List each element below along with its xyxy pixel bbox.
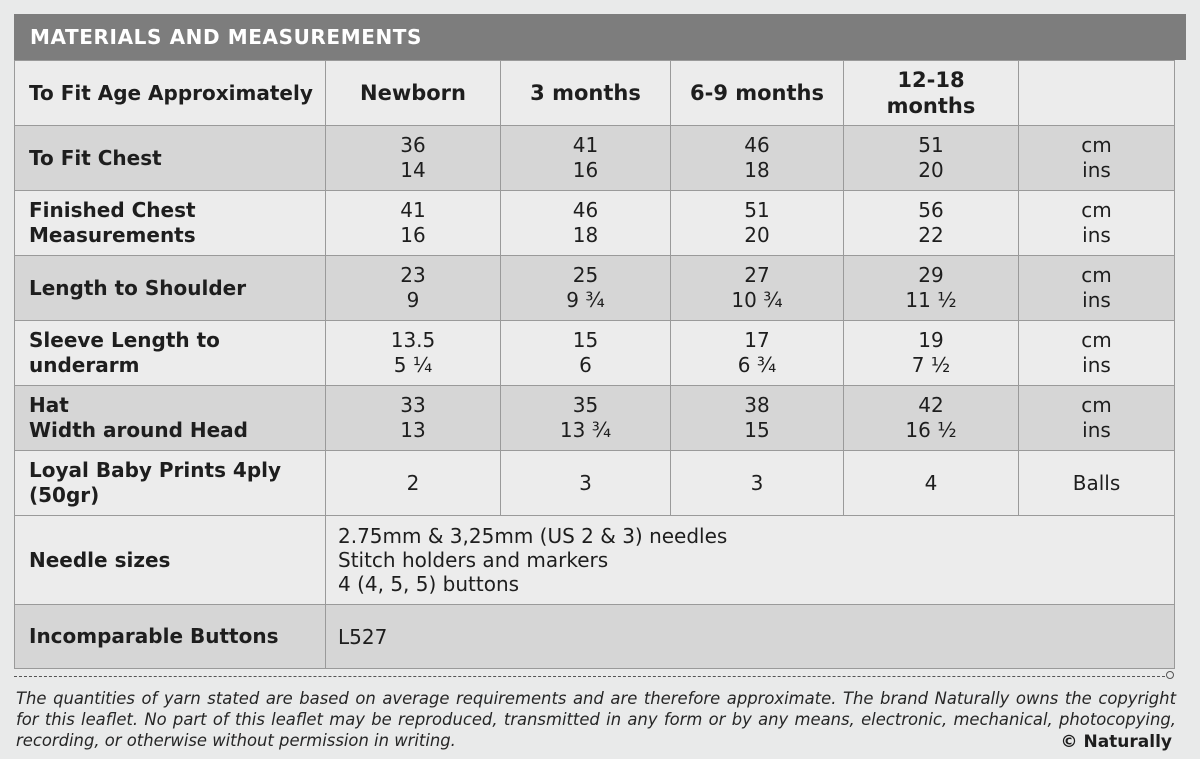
value-cell: 23 9 — [326, 256, 501, 321]
dashed-divider — [14, 676, 1170, 677]
needle-sizes-label: Needle sizes — [15, 516, 326, 605]
age-column-label: To Fit Age Approximately — [15, 61, 326, 126]
unit-header — [1019, 61, 1175, 126]
row-label: Length to Shoulder — [15, 256, 326, 321]
value-cell: 41 16 — [501, 126, 671, 191]
unit-cell: cm ins — [1019, 386, 1175, 451]
buttons-value: L527 — [326, 605, 1175, 669]
value-cell: 25 9 ¾ — [501, 256, 671, 321]
divider-end-circle — [1166, 671, 1174, 679]
size-header-6-9-months: 6-9 months — [671, 61, 844, 126]
value-cell: 33 13 — [326, 386, 501, 451]
size-header-3-months: 3 months — [501, 61, 671, 126]
row-label: Loyal Baby Prints 4ply (50gr) — [15, 451, 326, 516]
value-cell: 27 10 ¾ — [671, 256, 844, 321]
value-cell: 35 13 ¾ — [501, 386, 671, 451]
row-label: Sleeve Length to underarm — [15, 321, 326, 386]
unit-cell: cm ins — [1019, 126, 1175, 191]
value-cell: 4 — [844, 451, 1019, 516]
value-cell: 19 7 ½ — [844, 321, 1019, 386]
table-row — [15, 321, 1175, 386]
value-cell: 51 20 — [671, 191, 844, 256]
value-cell: 41 16 — [326, 191, 501, 256]
value-cell: 38 15 — [671, 386, 844, 451]
section-title: MATERIALS AND MEASUREMENTS — [14, 14, 1186, 60]
table-row — [15, 386, 1175, 451]
unit-cell: cm ins — [1019, 321, 1175, 386]
copyright-notice: The quantities of yarn stated are based on average requirements and are therefore approximate. The brand Naturally owns the copyright for this leaflet. No part of this leaflet may be reproduced, transmitted in any form or by any means, electronic, mechanical, photocopying, recording, or otherwise without permission in writing. — [16, 689, 1176, 750]
buttons-label: Incomparable Buttons — [15, 605, 326, 669]
unit-cell: cm ins — [1019, 191, 1175, 256]
row-label: Finished Chest Measurements — [15, 191, 326, 256]
value-cell: 2 — [326, 451, 501, 516]
value-cell: 29 11 ½ — [844, 256, 1019, 321]
table-row — [15, 256, 1175, 321]
value-cell: 15 6 — [501, 321, 671, 386]
buttons-row — [15, 605, 1175, 669]
value-cell: 3 — [501, 451, 671, 516]
table-row — [15, 126, 1175, 191]
value-cell: 56 22 — [844, 191, 1019, 256]
row-label: To Fit Chest — [15, 126, 326, 191]
unit-cell: Balls — [1019, 451, 1175, 516]
header-row — [15, 61, 1175, 126]
needle-row — [15, 516, 1175, 605]
table-row — [15, 191, 1175, 256]
table-row — [15, 451, 1175, 516]
value-cell: 3 — [671, 451, 844, 516]
copyright-mark: © Naturally — [1060, 732, 1172, 752]
value-cell: 13.5 5 ¼ — [326, 321, 501, 386]
unit-cell: cm ins — [1019, 256, 1175, 321]
value-cell: 42 16 ½ — [844, 386, 1019, 451]
value-cell: 46 18 — [501, 191, 671, 256]
size-header-newborn: Newborn — [326, 61, 501, 126]
measurements-table — [14, 60, 1175, 669]
value-cell: 51 20 — [844, 126, 1019, 191]
value-cell: 17 6 ¾ — [671, 321, 844, 386]
value-cell: 46 18 — [671, 126, 844, 191]
size-header-12-18-months: 12-18 months — [844, 61, 1019, 126]
needle-sizes-value: 2.75mm & 3,25mm (US 2 & 3) needles Stitch holders and markers 4 (4, 5, 5) buttons — [326, 516, 1175, 605]
value-cell: 36 14 — [326, 126, 501, 191]
row-label: Hat Width around Head — [15, 386, 326, 451]
